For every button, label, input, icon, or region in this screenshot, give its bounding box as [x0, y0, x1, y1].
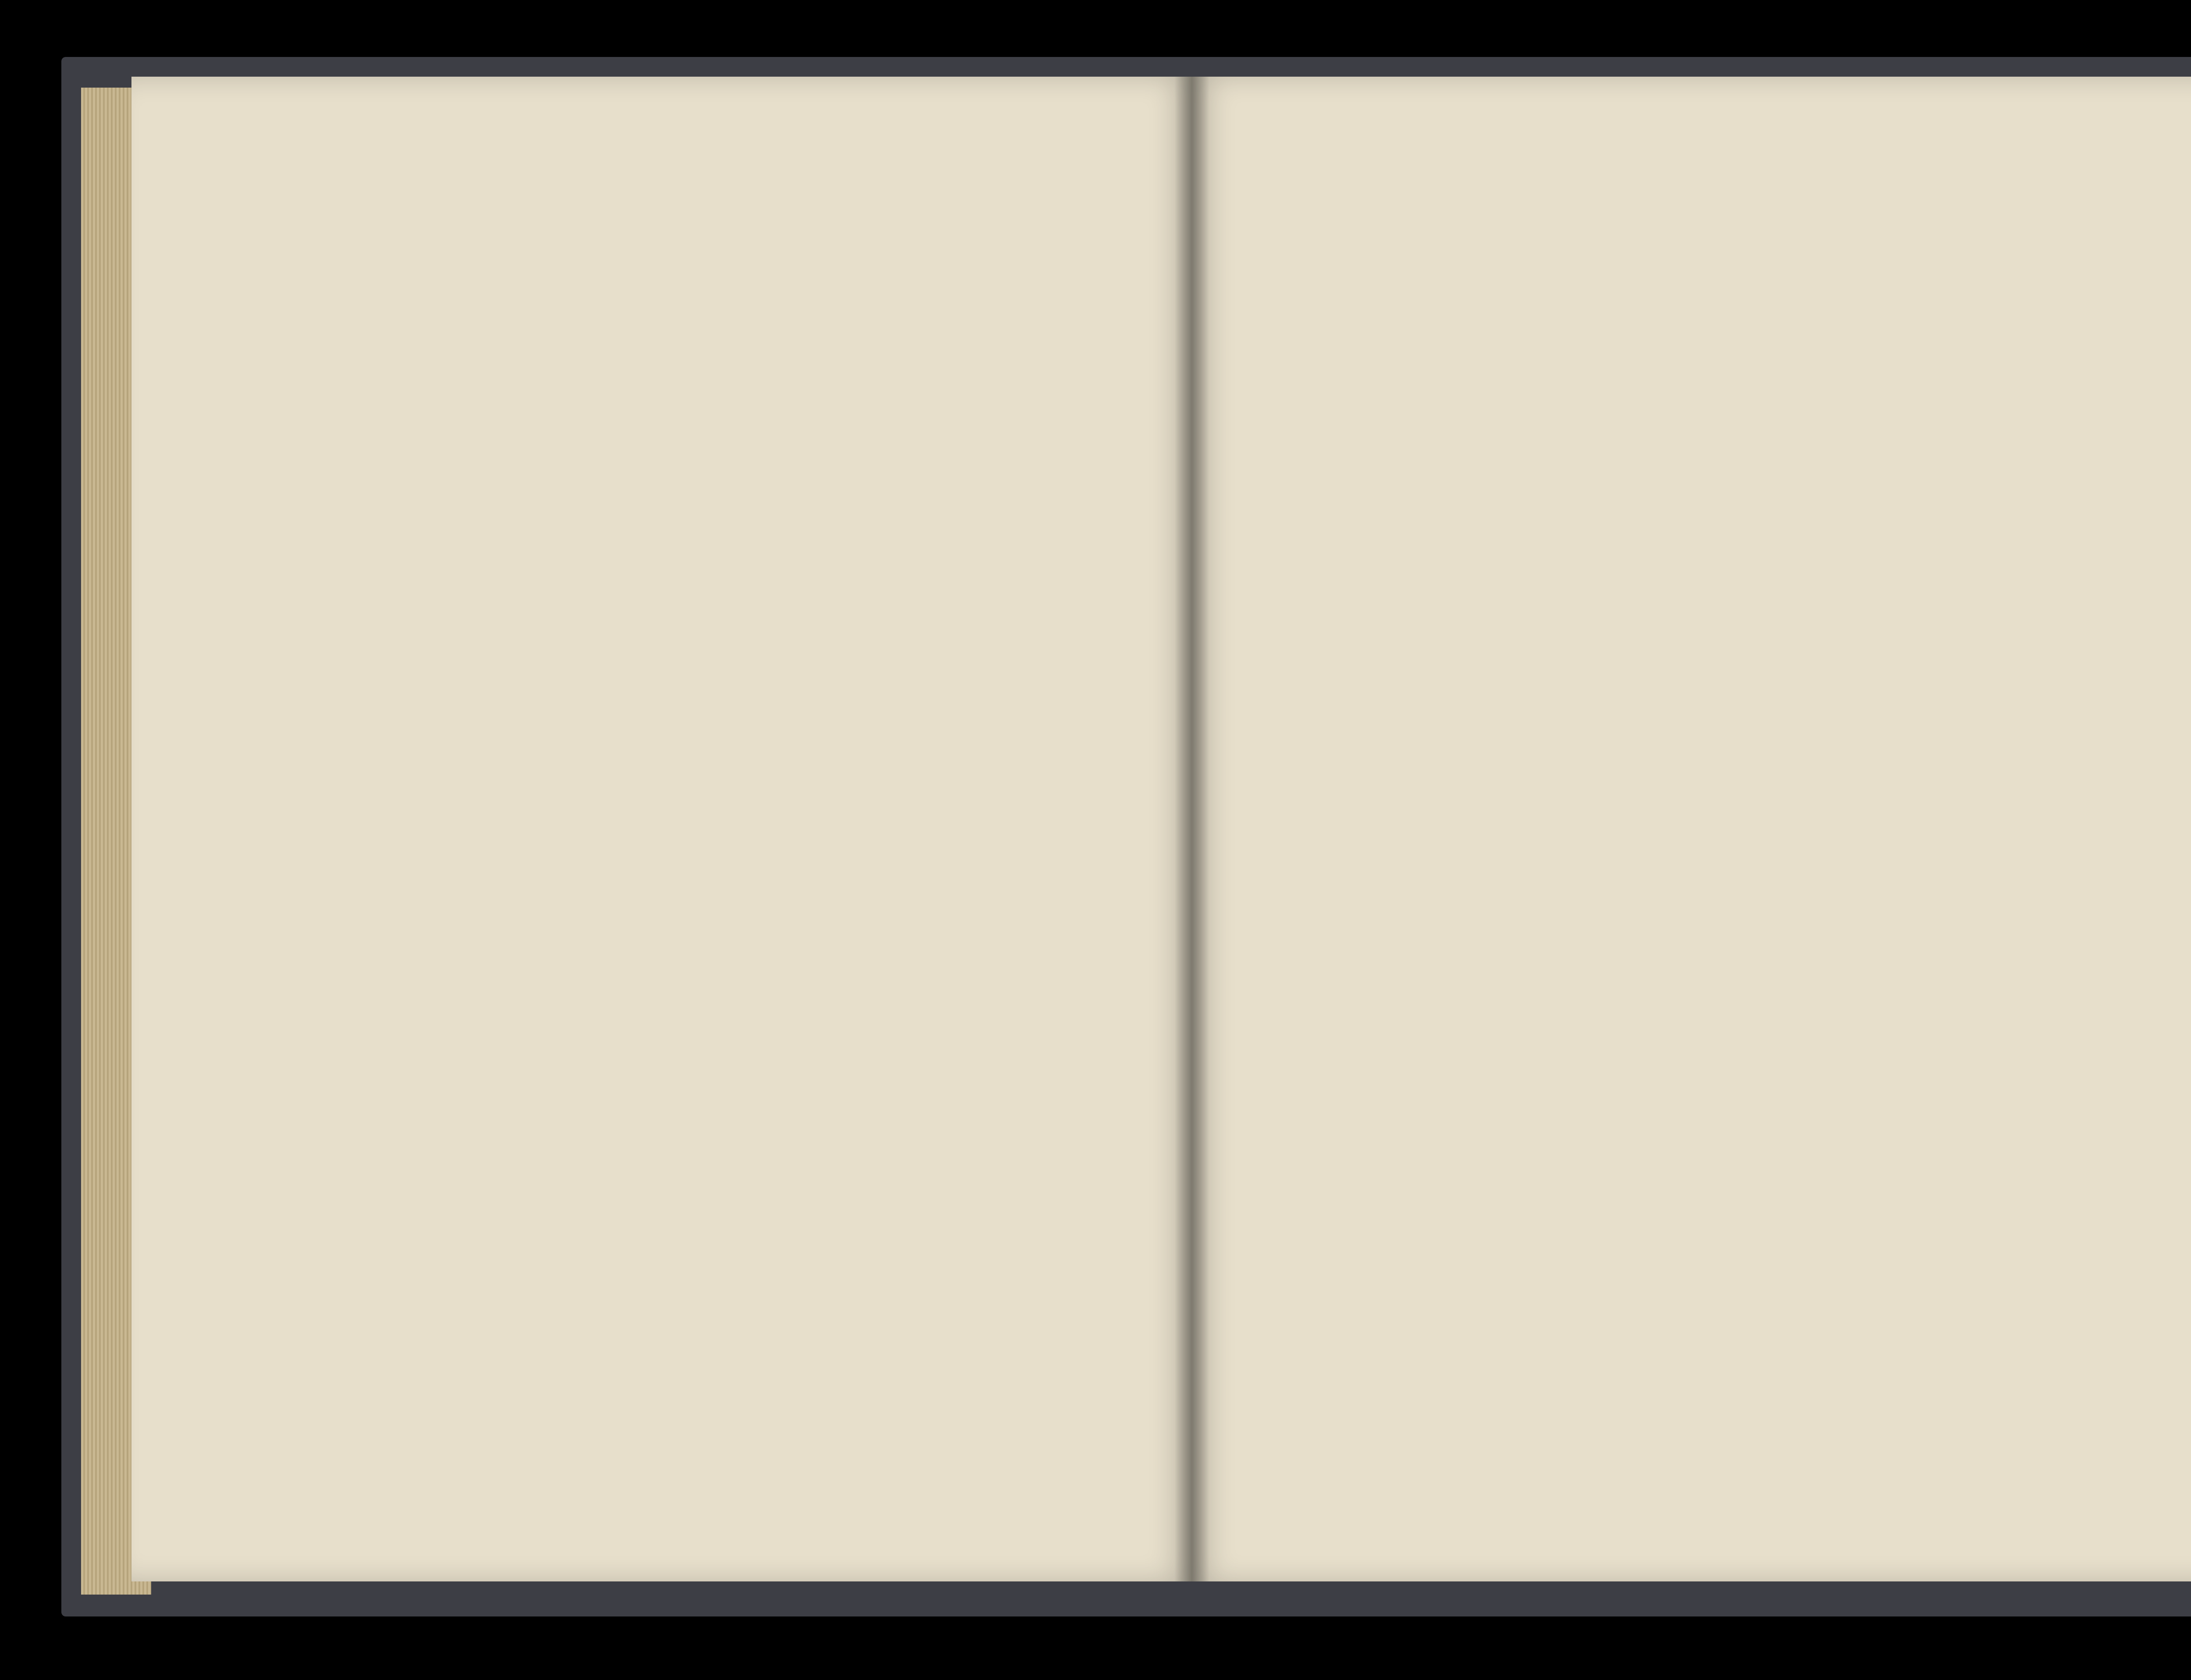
right-page [1192, 77, 2191, 1581]
left-page [131, 77, 1192, 1581]
book-gutter [1174, 77, 1209, 1581]
